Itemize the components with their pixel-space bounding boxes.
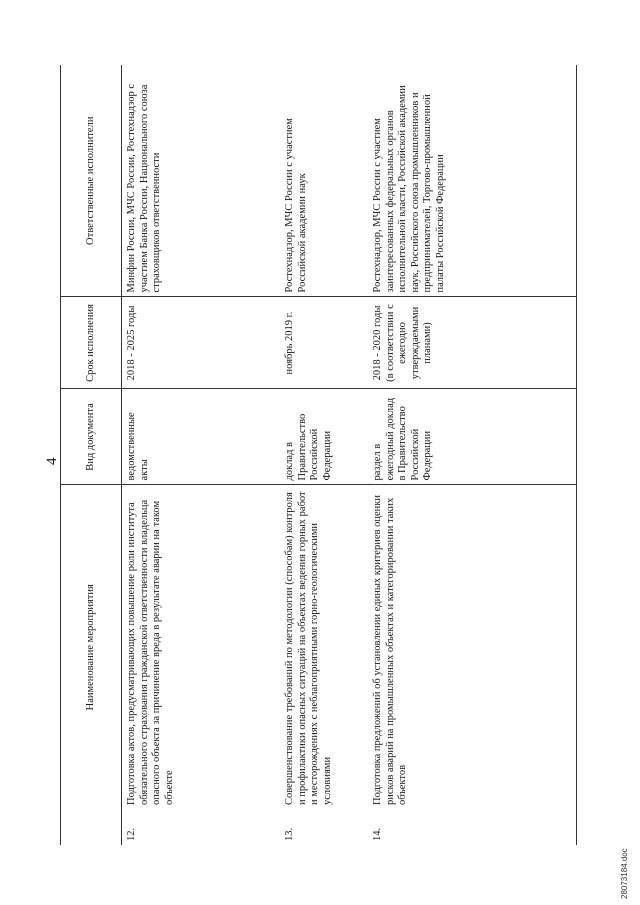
row-measure: Совершенствование требований по методологии (способам) контроля и профилактики опасных ситуаций на объектах ведения горных работ и месторождениях с неблагоприятными горно-геологическими условиями [280,485,368,809]
header-measure: Наименование мероприятия [61,485,122,809]
row-number: 14. [368,809,577,845]
row-term: 2018 - 2025 годы [122,297,281,389]
header-responsible: Ответственные исполнители [61,65,122,297]
row-document: доклад в Правительство Российской Федерации [280,389,368,485]
row-term: ноябрь 2019 г. [280,297,368,389]
table-row [368,65,577,845]
header-number [61,809,122,845]
table-row [280,65,368,845]
row-responsible: Минфин России, МЧС России, Ростехнадзор с участием Банка России, Национального союза страховщиков ответственности [126,83,163,293]
header-term: Срок исполнения [61,297,122,389]
table-header-row [61,65,122,845]
row-term: 2018 - 2020 годы (в соответствии с ежегодно утверждаемыми планами) [368,297,577,389]
row-document: раздел в ежегодный доклад в Правительство Российской Федерации [368,389,577,485]
row-responsible: Ростехнадзор, МЧС России с участием Российской академии наук [284,118,308,293]
row-number: 13. [284,827,295,841]
page-number: 4 [44,457,60,465]
header-document: Вид документа [61,389,122,485]
row-responsible: Ростехнадзор, МЧС России с участием заинтересованных федеральных органов исполнительной власти, Российской академии наук, Российского союза промышленников и предпринимателей, Торгово-промышленной палаты Российской Федерации [368,65,577,297]
table-row [122,65,281,845]
file-footer: 28073184.doc [620,848,629,899]
row-number: 12. [126,827,137,841]
row-document: ведомственные акты [122,389,281,485]
row-measure: Подготовка предложений об установлении единых критериев оценки рисков аварий на промышленных объектах и категорировании таких объектов [368,485,577,809]
row-measure: Подготовка актов, предусматривающих повышение роли института обязательного страхования гражданской ответственности владельца опасного объекта за причинение вреда в результате аварии на таком объекте [122,485,281,809]
measures-table [60,65,577,845]
